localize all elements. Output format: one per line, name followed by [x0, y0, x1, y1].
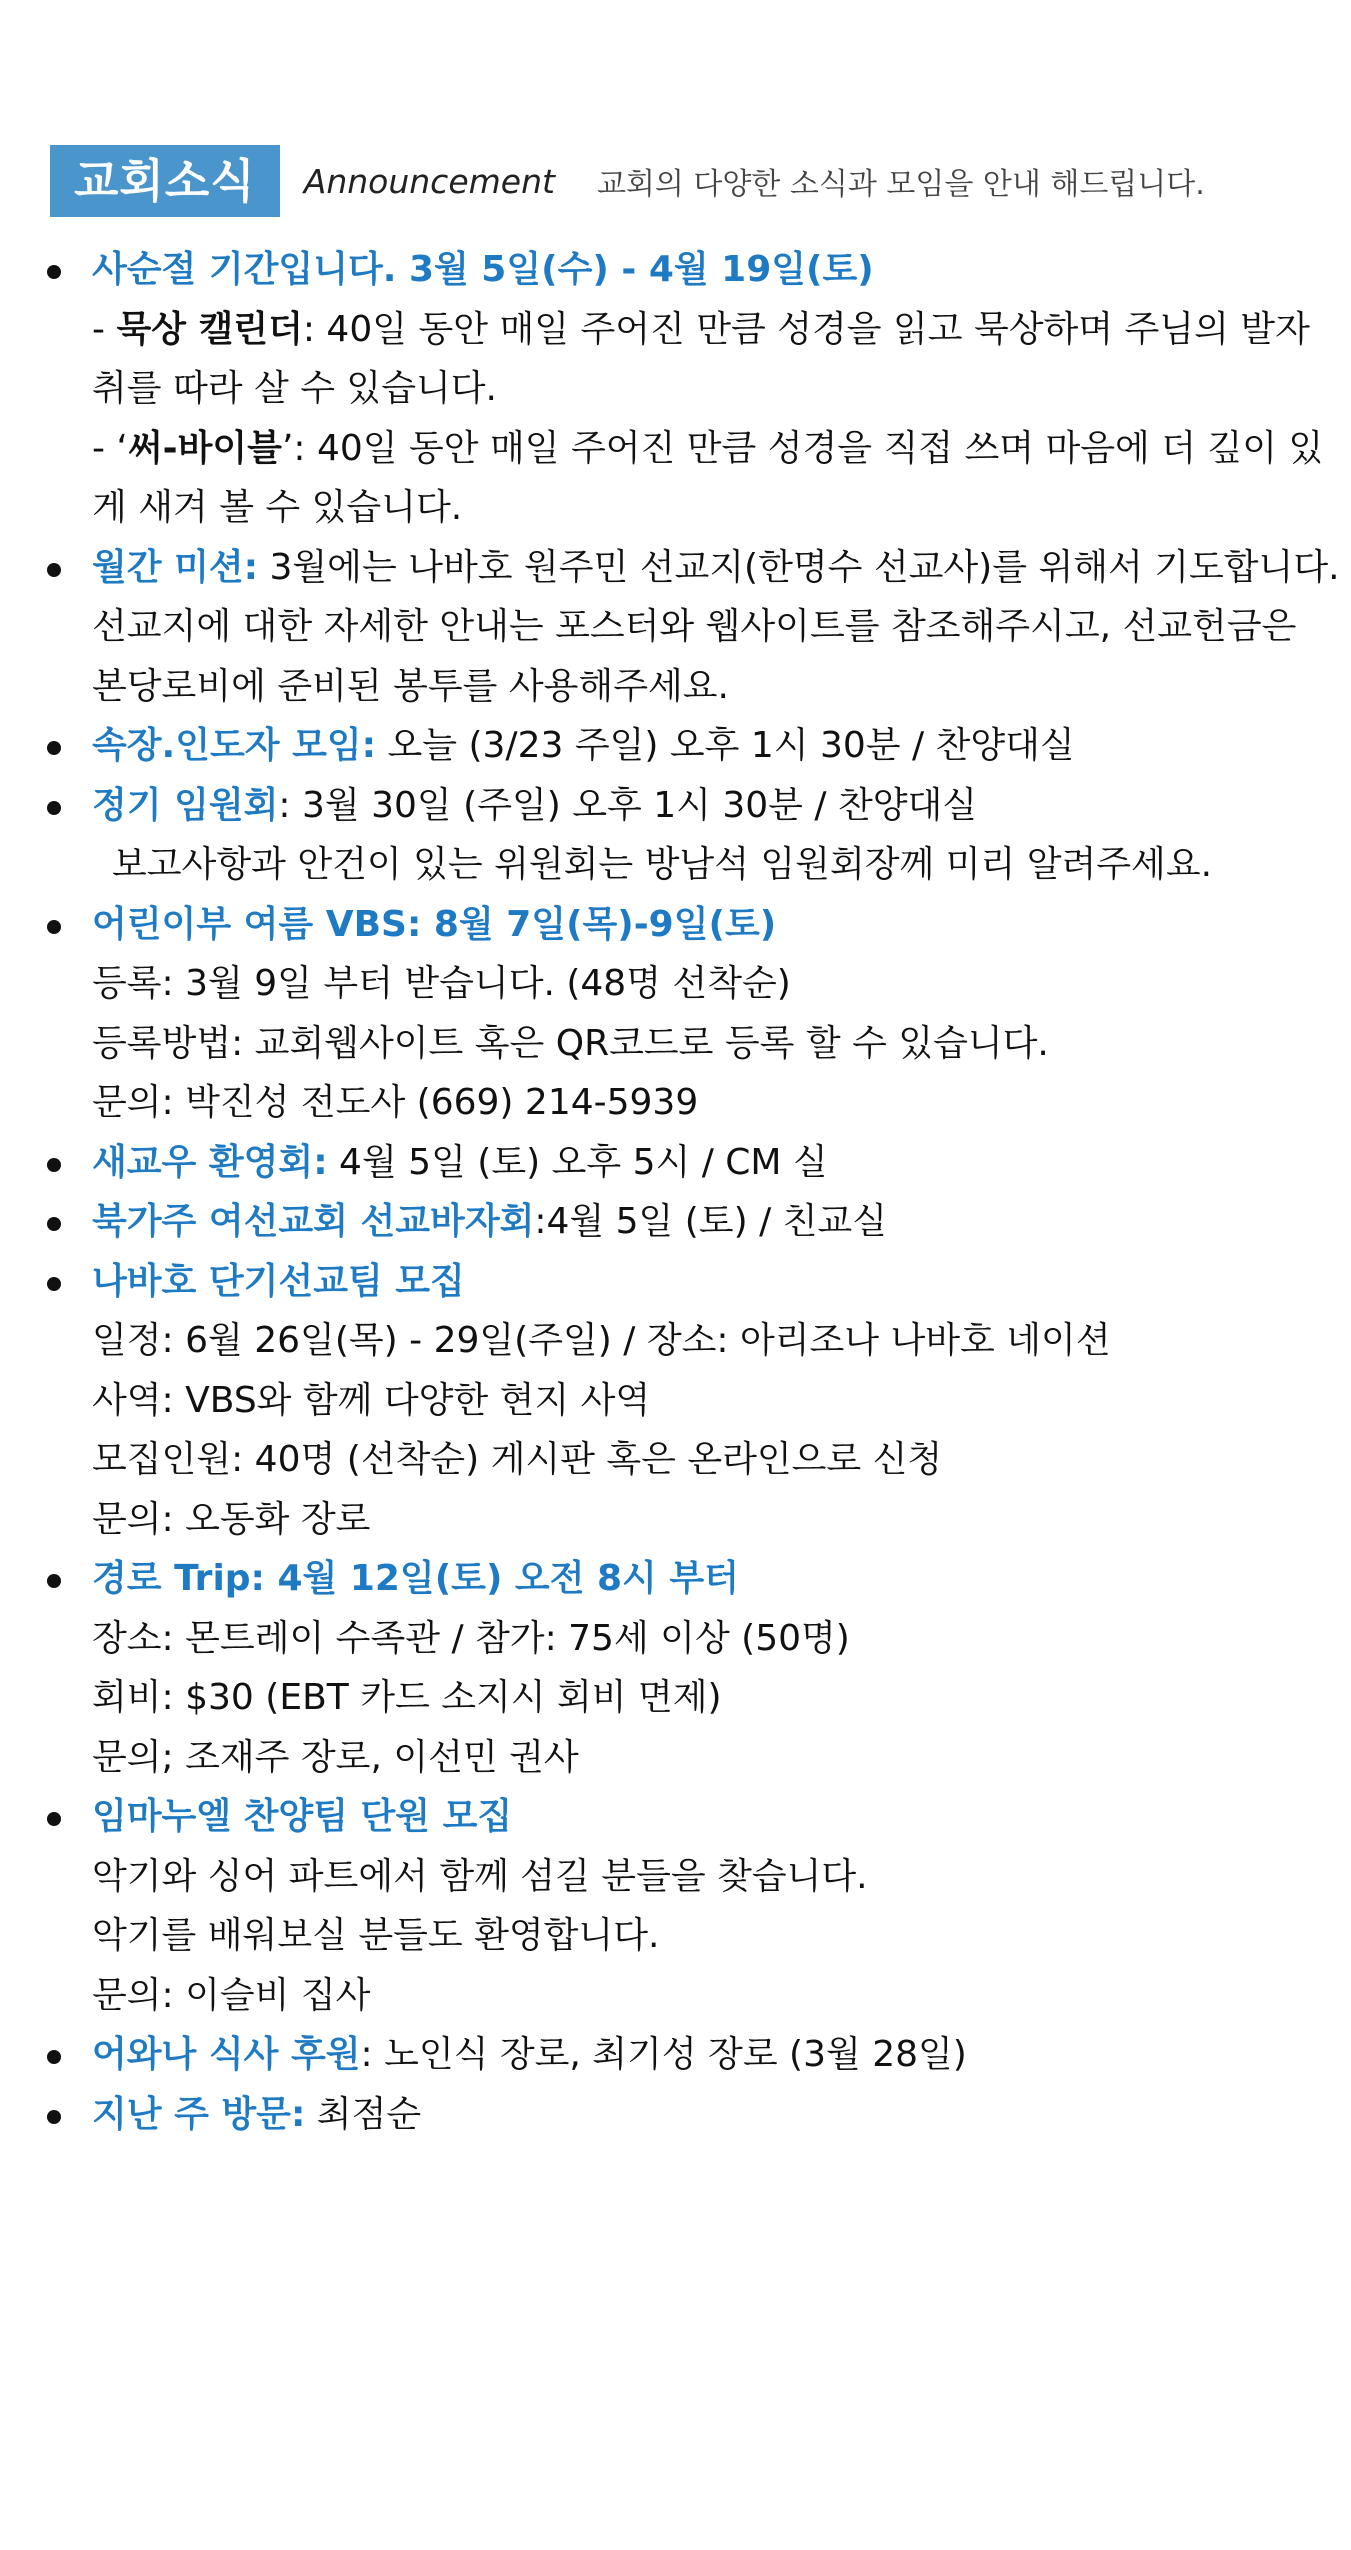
announcement-item-awana-meal [0, 2025, 1351, 2085]
bullet-icon [47, 563, 61, 577]
announcement-item-praise-team [0, 1787, 1351, 2025]
item-title-line [92, 1787, 1321, 1847]
item-detail-line: 본당로비에 준비된 봉투를 사용해주세요. [92, 665, 729, 707]
item-title-rest: :4월 5일 (토) / 친교실 [534, 1201, 887, 1242]
item-detail-line: 문의; 조재주 장로, 이선민 권사 [92, 1736, 579, 1778]
item-title-line [92, 2085, 1321, 2145]
item-detail-line: 선교지에 대한 자세한 안내는 포스터와 웹사이트를 참조해주시고, 선교헌금은 [92, 606, 1297, 647]
announcement-item-mission-bazaar [0, 1192, 1351, 1252]
announcement-item-monthly-mission [0, 538, 1351, 717]
bullet-icon [47, 2050, 61, 2064]
announcement-item-navajo-mission-team [0, 1252, 1351, 1550]
bullet-icon [47, 1277, 61, 1291]
item-title-line [92, 2025, 1321, 2085]
item-detail-line: 등록: 3월 9일 부터 받습니다. (48명 선착순) [92, 963, 791, 1004]
item-detail-text: : 40일 동안 매일 주어진 만큼 성경을 읽고 묵상하며 주님의 발자 [302, 308, 1310, 350]
header-english-title: Announcement [303, 161, 555, 201]
item-title-line [92, 538, 1340, 598]
item-detail-line: 모집인원: 40명 (선착순) 게시판 혹은 온라인으로 신청 [92, 1439, 943, 1480]
announcement-item-seniors-trip [0, 1549, 1351, 1787]
bullet-icon [47, 1812, 61, 1826]
bullet-icon [47, 1158, 61, 1172]
item-title-line [92, 1192, 1321, 1252]
item-detail-line: 악기를 배워보실 분들도 환영합니다. [92, 1915, 660, 1956]
announcement-item-vbs [0, 895, 1351, 1133]
item-title-rest: : 노인식 장로, 최기성 장로 (3월 28일) [360, 2034, 967, 2075]
item-detail-line [92, 300, 1321, 360]
item-detail-line: 등록방법: 교회웹사이트 혹은 QR코드로 등록 할 수 있습니다. [92, 1022, 1049, 1064]
item-detail-line: 보고사항과 안건이 있는 위원회는 방남석 임원회장께 미리 알려주세요. [112, 844, 1213, 885]
announcement-item-last-week-visitors [0, 2085, 1351, 2145]
item-detail-line: 장소: 몬트레이 수족관 / 참가: 75세 이상 (50명) [92, 1617, 850, 1659]
item-title: 정기 임원회 [92, 784, 279, 826]
item-detail-bold: 묵상 캘린더 [116, 308, 303, 350]
item-detail-line: 일정: 6월 26일(목) - 29일(주일) / 장소: 아리조나 나바호 네이션 [92, 1320, 1111, 1361]
item-title-line [92, 1252, 1321, 1312]
item-title-rest: : 3월 30일 (주일) 오후 1시 30분 / 찬양대실 [278, 784, 978, 826]
item-title-line [92, 776, 1321, 836]
bullet-icon [47, 2110, 61, 2124]
item-title: 사순절 기간입니다. 3월 5일(수) - 4월 19일(토) [92, 249, 874, 290]
header [50, 145, 1205, 217]
item-detail-text: ’: 40일 동안 매일 주어진 만큼 성경을 직접 쓰며 마음에 더 깊이 있 [281, 427, 1324, 469]
item-title-rest: 4월 5일 (토) 오후 5시 / CM 실 [327, 1141, 828, 1183]
announcement-item-board-meeting [0, 776, 1351, 895]
item-title-line [92, 1549, 1321, 1609]
item-title-rest: 3월에는 나바호 원주민 선교지(한명수 선교사)를 위해서 기도합니다. [258, 546, 1340, 588]
item-title: 월간 미션: [92, 546, 259, 588]
item-detail-line: 사역: VBS와 함께 다양한 현지 사역 [92, 1379, 651, 1421]
item-detail-prefix: - [92, 308, 117, 350]
item-detail-prefix: - ‘ [92, 427, 128, 469]
bullet-icon [47, 801, 61, 815]
item-detail-line: 문의: 이슬비 집사 [92, 1974, 371, 2016]
section-badge: 교회소식 [50, 145, 280, 217]
item-title: 어린이부 여름 VBS: 8월 7일(목)-9일(토) [92, 903, 777, 945]
item-title-line [92, 240, 1321, 300]
bullet-icon [47, 741, 61, 755]
bullet-icon [47, 920, 61, 934]
item-title: 임마누엘 찬양팀 단원 모집 [92, 1796, 513, 1837]
item-title: 지난 주 방문: [92, 2093, 306, 2135]
item-title-rest: 오늘 (3/23 주일) 오후 1시 30분 / 찬양대실 [376, 725, 1075, 766]
announcement-list [0, 240, 1351, 2144]
item-detail-bold: 써-바이블 [127, 427, 282, 469]
item-detail-line: 게 새겨 볼 수 있습니다. [92, 487, 463, 528]
item-detail-line: 취를 따라 살 수 있습니다. [92, 368, 497, 409]
item-title: 새교우 환영회: [92, 1141, 328, 1183]
bullet-icon [47, 1217, 61, 1231]
item-title: 북가주 여선교회 선교바자회 [92, 1201, 535, 1242]
announcement-item-lent [0, 240, 1351, 538]
header-subtitle: 교회의 다양한 소식과 모임을 안내 해드립니다. [596, 167, 1205, 202]
item-title-line [92, 895, 1321, 955]
item-title-rest: 최점순 [305, 2093, 422, 2135]
item-title: 속장.인도자 모임: [92, 725, 377, 766]
item-title-line [92, 716, 1321, 776]
item-detail-line [92, 419, 1324, 479]
announcement-item-newcomer-welcome [0, 1133, 1351, 1193]
item-title-line [92, 1133, 1321, 1193]
item-detail-line: 문의: 박진성 전도사 (669) 214-5939 [92, 1082, 699, 1123]
item-title: 어와나 식사 후원 [92, 2034, 361, 2075]
item-title: 나바호 단기선교팀 모집 [92, 1260, 465, 1302]
bullet-icon [47, 265, 61, 279]
item-detail-line: 문의: 오동화 장로 [92, 1498, 371, 1540]
item-title: 경로 Trip: 4월 12일(토) 오전 8시 부터 [92, 1558, 739, 1599]
item-detail-line: 악기와 싱어 파트에서 함께 섬길 분들을 찾습니다. [92, 1855, 868, 1897]
announcement-item-leaders-meeting [0, 716, 1351, 776]
bullet-icon [47, 1574, 61, 1588]
item-detail-line: 회비: $30 (EBT 카드 소지시 회비 면제) [92, 1677, 722, 1718]
